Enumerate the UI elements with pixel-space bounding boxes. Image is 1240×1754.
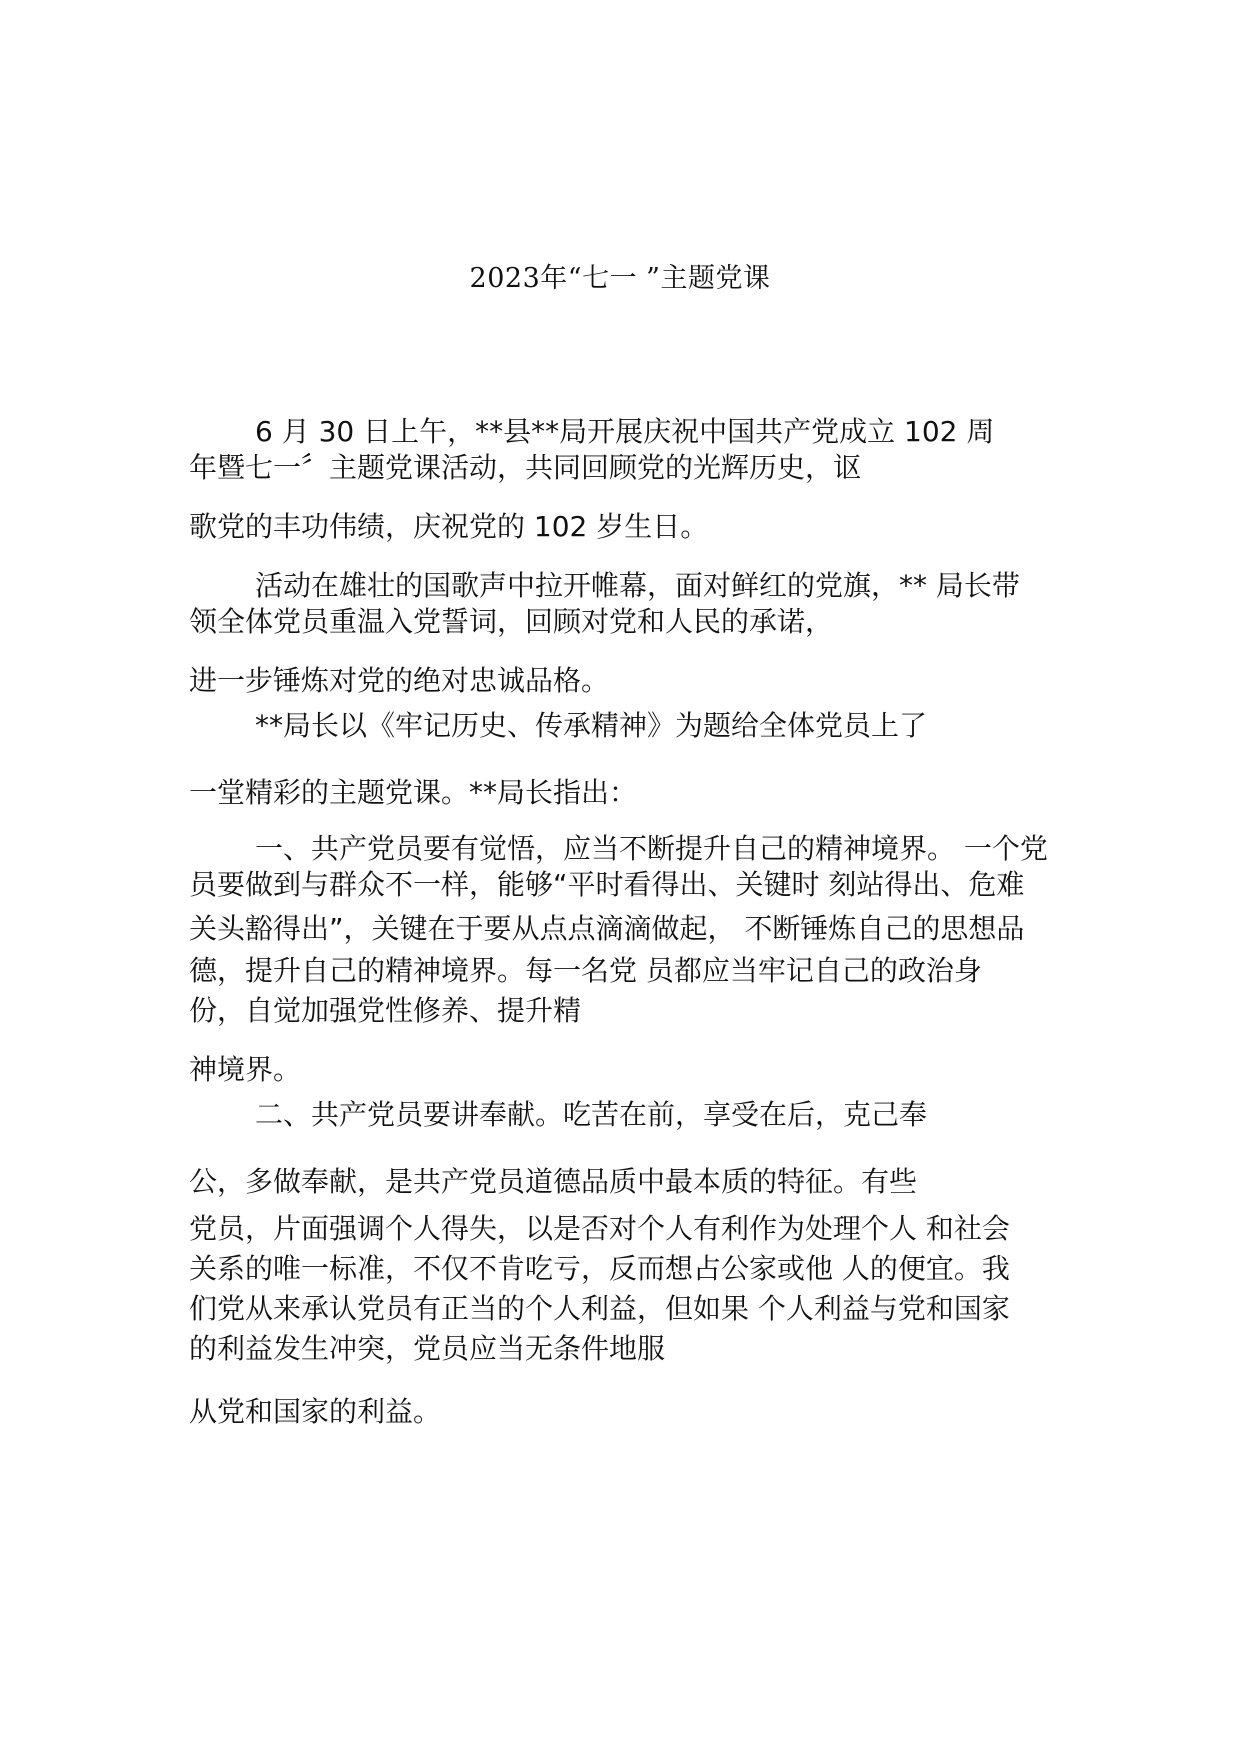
paragraph-line: 们党从来承认党员有正当的个人利益，但如果 个人利益与党和国家 <box>189 1292 1010 1325</box>
paragraph-line: 6 月 30 日上午，**县**局开展庆祝中国共产党成立 102 周 <box>255 415 995 448</box>
paragraph-line: 员要做到与群众不一样，能够“平时看得出、关键时 刻站得出、危难 <box>189 868 1025 901</box>
paragraph-line: 活动在雄壮的国歌声中拉开帷幕，面对鲜红的党旗，** 局长带 <box>255 569 1020 602</box>
paragraph-line: 二、共产党员要讲奉献。吃苦在前，享受在后，克己奉 <box>255 1098 928 1131</box>
paragraph-line: 的利益发生冲突，党员应当无条件地服 <box>189 1332 666 1365</box>
paragraph-line: 关头豁得出”，关键在于要从点点滴滴做起， 不断锤炼自己的思想品 <box>189 912 1025 945</box>
paragraph-line: **局长以《牢记历史、传承精神》为题给全体党员上了 <box>255 709 928 742</box>
paragraph-line: 党员，片面强调个人得失，以是否对个人有利作为处理个人 和社会 <box>189 1212 1010 1245</box>
paragraph-line: 从党和国家的利益。 <box>189 1395 442 1428</box>
paragraph-line: 一堂精彩的主题党课。**局长指出： <box>189 776 638 809</box>
paragraph-line: 年暨七一〞主题党课活动，共同回顾党的光辉历史，讴 <box>189 451 862 484</box>
paragraph-line: 关系的唯一标准，不仅不肯吃亏，反而想占公家或他 人的便宜。我 <box>189 1252 1010 1285</box>
paragraph-line: 德，提升自己的精神境界。每一名党 员都应当牢记自己的政治身 <box>189 954 982 987</box>
paragraph-line: 一、共产党员要有觉悟，应当不断提升自己的精神境界。 一个党 <box>255 832 1048 865</box>
paragraph-line: 份，自觉加强党性修养、提升精 <box>189 994 582 1027</box>
paragraph-line: 歌党的丰功伟绩，庆祝党的 102 岁生日。 <box>189 510 709 543</box>
document-title: 2023年“七一 ”主题党课 <box>469 263 771 294</box>
paragraph-line: 公，多做奉献，是共产党员道德品质中最本质的特征。有些 <box>189 1165 918 1198</box>
paragraph-line: 神境界。 <box>189 1053 302 1086</box>
paragraph-line: 进一步锤炼对党的绝对忠诚品格。 <box>189 664 610 697</box>
paragraph-line: 领全体党员重温入党誓词，回顾对党和人民的承诺， <box>189 605 834 638</box>
